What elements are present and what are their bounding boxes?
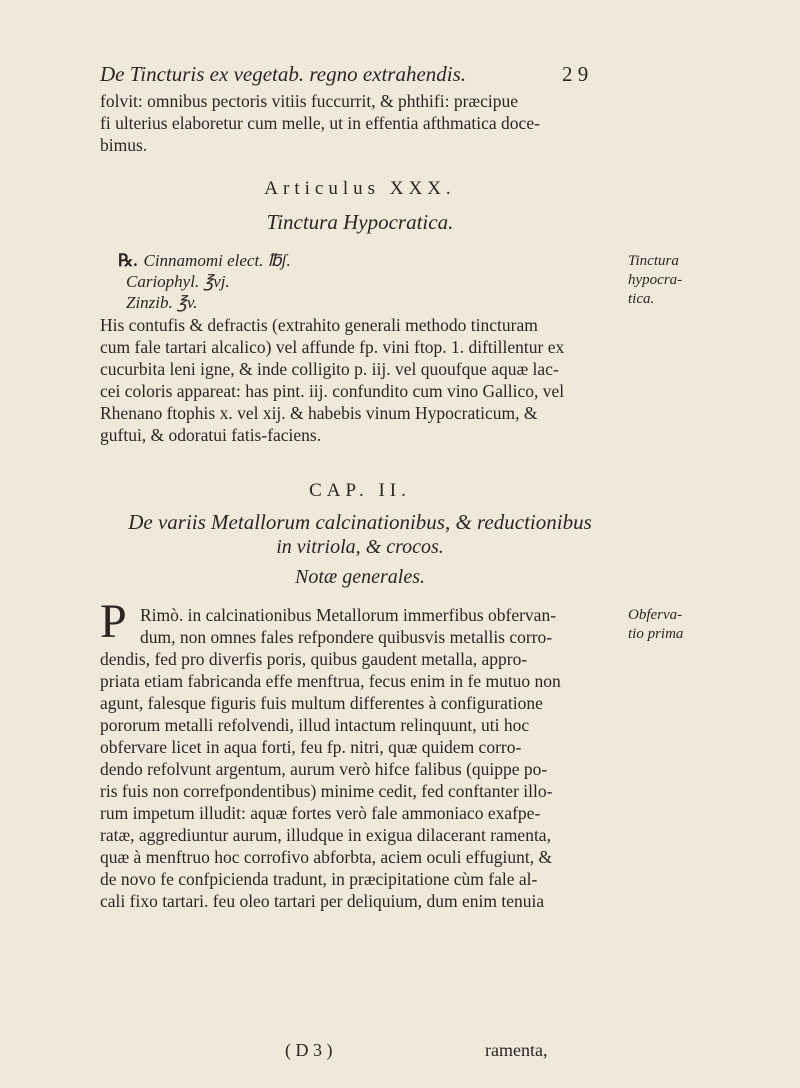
text-line: dendo refolvunt argentum, aurum verò hifce falibus (quippe po- (100, 759, 548, 779)
text-line: quæ à menftruo hoc corrofivo abforbta, aciem oculi effugiunt, & (100, 847, 553, 867)
paragraph-recipe-method (100, 314, 620, 446)
text-line: dum, non omnes fales refpondere quibusvis metallis corro- (140, 627, 553, 647)
text-line: pororum metalli refolvendi, illud intactum relinquunt, uti hoc (100, 715, 530, 735)
recipe-line: Cinnamomi elect. ℔ʃ. (143, 251, 291, 270)
text-line: ratæ, aggrediuntur aurum, illudque in exigua dilacerant ramenta, (100, 825, 551, 845)
recipe-symbol: ℞. (118, 251, 138, 270)
chapter-subtitle: De variis Metallorum calcinationibus, & reductionibus (128, 510, 592, 534)
text-line: priata etiam fabricanda effe menftrua, fecus enim in fe mutuo non (100, 671, 561, 691)
text-line: guftui, & odoratui fatis-faciens. (100, 425, 322, 445)
recipe-line: Zinzib. ℥v. (126, 293, 198, 312)
text-line: cei coloris appareat: has pint. iij. confundito cum vino Gallico, vel (100, 381, 565, 401)
signature-mark: ( D 3 ) (285, 1040, 333, 1060)
text-line: folvit: omnibus pectoris vitiis fuccurrit, & phthifi: præcipue (100, 91, 518, 111)
text-line: cucurbita leni igne, & inde colligito p. iij. vel quoufque aquæ lac- (100, 359, 559, 379)
text-line: His contufis & defractis (extrahito generali methodo tincturam (100, 315, 538, 335)
paragraph-observatio (100, 604, 620, 912)
text-line: agunt, falesque figuris fuis multum differentes à configuratione (100, 693, 543, 713)
text-line: ris fuis non correfpondentibus) minime cedit, fed conftanter illo- (100, 781, 553, 801)
margin-line: tio prima (628, 626, 684, 642)
margin-line: tica. (628, 291, 655, 307)
text-line: bimus. (100, 135, 148, 155)
text-line: rum impetum illudit: aquæ fortes verò fale ammoniaco exafpe- (100, 803, 541, 823)
text-line: Rimò. in calcinationibus Metallorum immerfibus obfervan- (140, 605, 557, 625)
margin-line: Obferva- (628, 607, 683, 623)
text-line: obfervare licet in aqua forti, feu fp. nitri, quæ quidem corro- (100, 737, 522, 757)
margin-line: hypocra- (628, 272, 683, 288)
section-title: Tinctura Hypocratica. (266, 210, 454, 234)
page-number: 2 9 (562, 62, 589, 86)
recipe-line: Cariophyl. ℥vj. (126, 272, 230, 291)
recipe-block (118, 250, 291, 313)
notae-heading: Notæ generales. (295, 566, 425, 588)
margin-note-tinctura (628, 252, 682, 309)
margin-line: Tinctura (628, 253, 679, 269)
text-line: de novo fe confpicienda tradunt, in præcipitatione cùm fale al- (100, 869, 538, 889)
article-heading: Articulus XXX. (264, 178, 456, 199)
drop-cap: P (100, 595, 127, 648)
paragraph-continuation (100, 90, 620, 156)
catchword: ramenta, (485, 1040, 548, 1060)
margin-note-observatio (628, 606, 683, 644)
text-line: fi ulterius elaboretur cum melle, ut in effentia afthmatica doce- (100, 113, 540, 133)
text-line: Rhenano ftophis x. vel xij. & habebis vinum Hypocraticum, & (100, 403, 538, 423)
text-line: cum fale tartari alcalico) vel affunde fp. vini ftop. 1. diftillentur ex (100, 337, 565, 357)
running-title: De Tincturis ex vegetab. regno extrahendis. (100, 62, 467, 86)
text-line: cali fixo tartari. feu oleo tartari per deliquium, dum enim tenuia (100, 891, 545, 911)
chapter-heading: CAP. II. (309, 480, 411, 501)
text-line: dendis, fed pro diverfis poris, quibus gaudent metalla, appro- (100, 649, 528, 669)
chapter-subtitle-continued: in vitriola, & crocos. (276, 536, 444, 558)
